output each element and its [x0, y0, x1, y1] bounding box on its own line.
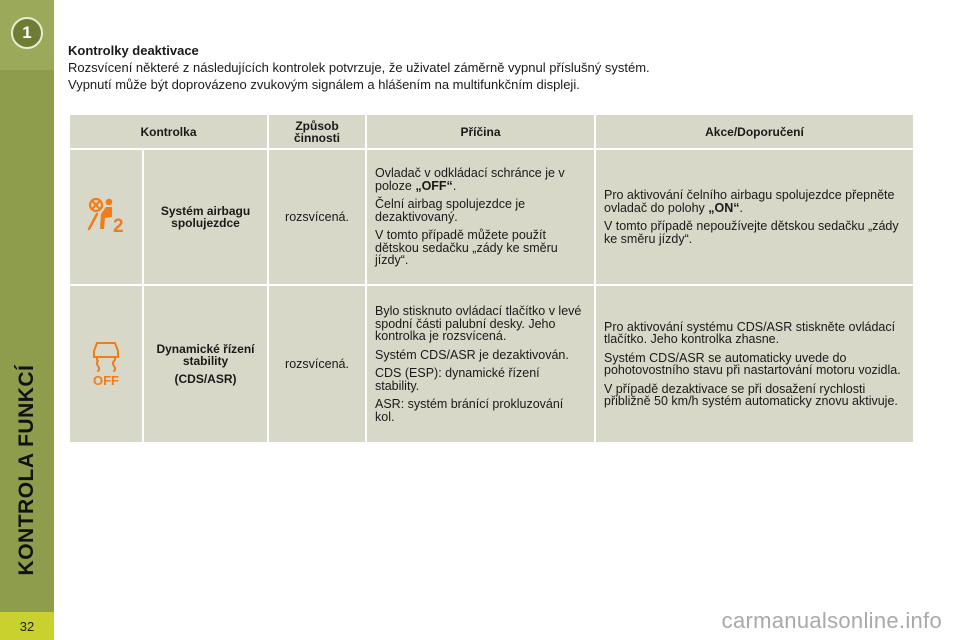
header-kontrolka: Kontrolka [69, 114, 268, 149]
svg-text:2: 2 [113, 215, 124, 236]
section-heading: Kontrolky deaktivace [68, 43, 199, 58]
svg-text:OFF: OFF [93, 372, 119, 387]
chapter-title: KONTROLA FUNKCÍ [15, 364, 38, 576]
page-number-text: 32 [19, 618, 35, 634]
chapter-number: 1 [22, 23, 32, 42]
table-row [69, 149, 914, 285]
intro-line-2: Vypnutí může být doprovázeno zvukovým signálem a hlášením na multifunkčním displeji. [68, 77, 580, 92]
page-number [0, 612, 54, 640]
table-header-row [69, 114, 914, 149]
chapter-title-container [0, 350, 54, 590]
airbag-off-icon [85, 215, 127, 239]
table-row [69, 285, 914, 443]
watermark: carmanualsonline.info [721, 608, 942, 633]
warning-lights-table [68, 113, 915, 444]
cause-cell: Ovladač v odkládací schránce je v poloze „OFF“. Čelní airbag spolujezdce je dezaktivovaný. V tomto případě můžete použít dětskou sedačku „zády ke směru jízdy“. [366, 149, 595, 285]
header-akce: Akce/Doporučení [595, 114, 914, 149]
intro-line-1: Rozsvícení některé z následujících kontrolek potvrzuje, že uživatel záměrně vypnul příslušný systém. [68, 60, 650, 75]
operation-mode: rozsvícená. [268, 285, 366, 443]
action-cell: Pro aktivování čelního airbagu spolujezdce přepněte ovladač do polohy „ON“. V tomto případě nepoužívejte dětskou sedačku „zády ke směru jízdy“. [595, 149, 914, 285]
control-name: Systém airbagu spolujezdce [143, 149, 268, 285]
header-zpusob: Způsob činnosti [268, 114, 366, 149]
intro-section [68, 42, 928, 93]
operation-mode: rozsvícená. [268, 149, 366, 285]
icon-cell [69, 285, 143, 443]
chapter-number-badge [11, 17, 43, 49]
cause-cell: Bylo stisknuto ovládací tlačítko v levé spodní části palubní desky. Jeho kontrolka je rozsvícená. Systém CDS/ASR je dezaktivován. CDS (ESP): dynamické řízení stability. ASR: systém bránící prokluzování kol. [366, 285, 595, 443]
icon-cell [69, 149, 143, 285]
header-pricina: Příčina [366, 114, 595, 149]
control-name: Dynamické řízení stability (CDS/ASR) [143, 285, 268, 443]
esp-off-icon [86, 372, 126, 390]
chapter-sidebar [0, 0, 54, 640]
action-cell: Pro aktivování systému CDS/ASR stiskněte ovládací tlačítko. Jeho kontrolka zhasne. Systém CDS/ASR se automaticky uvede do pohotovostního stavu při nastartování motoru vozidla. V případě dezaktivace se při dosažení rychlosti přibližně 50 km/h systém automaticky znovu aktivuje. [595, 285, 914, 443]
